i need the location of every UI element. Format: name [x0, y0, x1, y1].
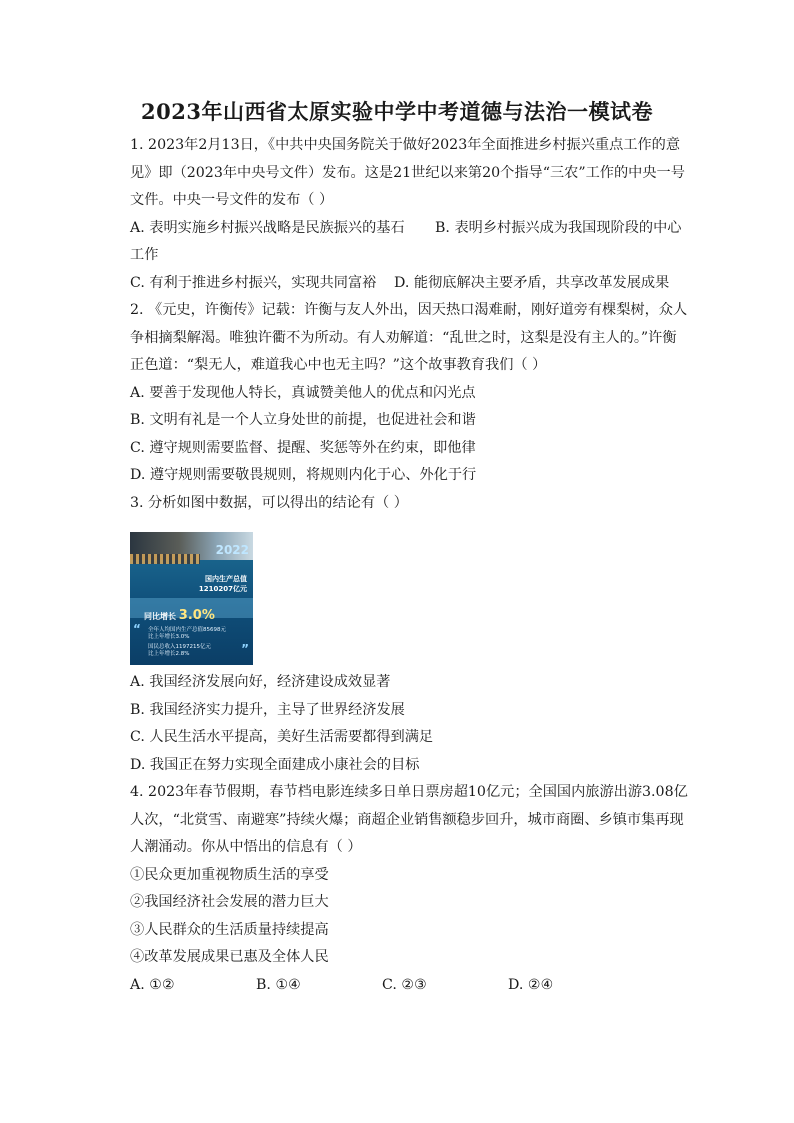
question-1-options-cd: [130, 270, 695, 298]
bridge-image: [130, 554, 200, 564]
quote-open-icon: “: [133, 622, 141, 636]
gni-line-1: 国民总收入1197215亿元: [148, 644, 211, 650]
question-1: [130, 132, 695, 297]
gdp-label: 国内生产总值: [205, 575, 247, 583]
question-3-option-b: B. 我国经济实力提升，主导了世界经济发展: [130, 701, 405, 718]
question-2-option-a: A. 要善于发现他人特长，真诚赞美他人的优点和闪光点: [130, 384, 476, 401]
question-1-option-a: A. 表明实施乡村振兴战略是民族振兴的基石: [130, 219, 405, 236]
question-4-item-1: ①民众更加重视物质生活的享受: [130, 866, 329, 883]
question-4-option-a: A. ①②: [130, 976, 175, 993]
question-1-stem-line-3: 文件。中央一号文件的发布（ ）: [130, 192, 334, 208]
question-1-option-c: C. 有利于推进乡村振兴，实现共同富裕: [130, 274, 377, 291]
question-4-stem-line-3: 人潮涌动。你从中悟出的信息有（ ）: [130, 839, 362, 855]
question-3-option-d: D. 我国正在努力实现全面建成小康社会的目标: [130, 756, 420, 773]
gdp-infographic: [130, 532, 253, 665]
exam-content: [130, 132, 695, 999]
question-4-stem-line-2: 人次，“北赏雪、南避寒”持续火爆；商超企业销售额稳步回升，城市商圈、乡镇市集再现: [130, 811, 684, 828]
question-1-options-ab: [130, 215, 695, 243]
question-4-item-2: ②我国经济社会发展的潜力巨大: [130, 894, 329, 910]
question-3-option-a: A. 我国经济发展向好，经济建设成效显著: [130, 674, 391, 690]
question-4-stem-line-1: 4. 2023年春节假期，春节档电影连续多日单日票房超10亿元；全国国内旅游出游3.08亿: [130, 784, 688, 800]
question-4-option-b: B. ①④: [256, 976, 301, 993]
question-1-option-b: B. 表明乡村振兴成为我国现阶段的中心: [435, 219, 682, 236]
growth-label: 同比增长: [144, 612, 176, 621]
question-1-stem-line-2: 见》即（2023年中央号文件）发布。这是21世纪以来第20个指导“三农”工作的中央一号: [130, 164, 685, 181]
question-3-stem: 3. 分析如图中数据，可以得出的结论有（ ）: [130, 494, 408, 511]
question-2-stem-line-3: 正色道：“梨无人，难道我心中也无主吗？”这个故事教育我们（ ）: [130, 357, 547, 373]
question-2-stem-line-2: 争相摘梨解渴。唯独许衢不为所动。有人劝解道：“乱世之时，这梨是没有主人的。”许衡: [130, 329, 677, 346]
question-4-option-d: D. ②④: [508, 976, 554, 993]
question-2-option-b: B. 文明有礼是一个人立身处世的前提，也促进社会和谐: [130, 412, 476, 428]
question-2: [130, 297, 695, 490]
question-1-stem-line-1: 1. 2023年2月13日，《中共中央国务院关于做好2023年全面推进乡村振兴重点工作的意: [130, 137, 681, 153]
infographic-year: 2022: [215, 543, 249, 557]
gni-line-2: 比上年增长2.8%: [148, 651, 190, 657]
question-4-item-3: ③人民群众的生活质量持续提高: [130, 921, 329, 938]
per-capita-gdp-line-2: 比上年增长3.0%: [148, 634, 190, 640]
question-4-option-c: C. ②③: [382, 976, 427, 993]
question-4-item-4: ④改革发展成果已惠及全体人民: [130, 949, 329, 965]
question-3: [130, 490, 695, 780]
question-4: [130, 779, 695, 999]
question-1-option-b-continued: 工作: [130, 247, 159, 263]
question-2-option-d: D. 遵守规则需要敬畏规则，将规则内化于心、外化于行: [130, 467, 477, 483]
quote-close-icon: ”: [241, 641, 249, 656]
page-title: 2023年山西省太原实验中学中考道德与法治一模试卷: [141, 99, 653, 124]
question-3-option-c: C. 人民生活水平提高，美好生活需要都得到满足: [130, 729, 434, 745]
growth-value: 3.0%: [178, 608, 215, 623]
question-1-option-d: D. 能彻底解决主要矛盾，共享改革发展成果: [394, 274, 670, 291]
question-2-stem-line-1: 2. 《元史，许衡传》记载：许衡与友人外出，因天热口渴难耐，刚好道旁有棵梨树，众人: [130, 302, 688, 318]
question-4-options: [130, 972, 695, 1000]
question-2-option-c: C. 遵守规则需要监督、提醒、奖惩等外在约束，即他律: [130, 439, 476, 456]
gdp-value: 1210207亿元: [198, 585, 247, 593]
per-capita-gdp-line-1: 全年人均国内生产总值85698元: [148, 627, 226, 633]
